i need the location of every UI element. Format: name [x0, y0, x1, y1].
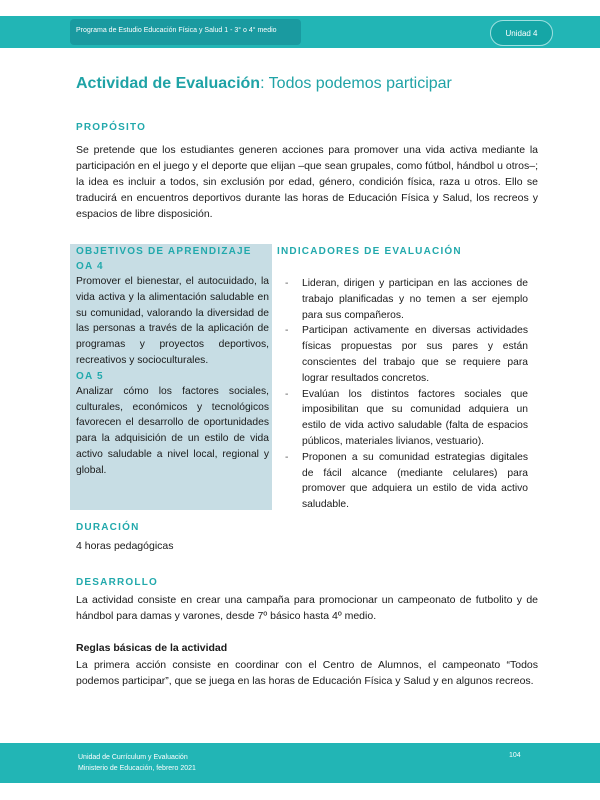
reglas-text: La primera acción consiste en coordinar con el Centro de Alumnos, el campeonato “Todos podemos participar”, que se juega en las horas de Educación Física y Salud y en algunos recreos. [76, 659, 538, 687]
objetivos-content [76, 244, 269, 479]
oa-code: OA 5 [76, 370, 104, 382]
page-title [76, 75, 452, 93]
page-number: 104 [509, 752, 521, 759]
duracion-text: 4 horas pedagógicas [76, 540, 174, 552]
bullet-dash: - [285, 325, 289, 337]
proposito-text: Se pretende que los estudiantes generen acciones para promover una vida activa mediante la participación en el juego y el deporte que elijan –que sean grupales, como fútbol, hándbol u otros–; la idea es incluir a todos, sin exclusión por edad, género, condición física, raza u otros. Ello se traducirá en encuentros deportivos durante las horas de Educación Física y Salud, los recreos y espacios de libre disposición. [76, 144, 538, 220]
indicadores-heading: INDICADORES DE EVALUACIÓN [277, 246, 462, 257]
header-program-text: Programa de Estudio Educación Física y Salud 1 - 3° o 4° medio [76, 27, 277, 34]
oa-text: Promover el bienestar, el autocuidado, la vida activa y la alimentación saludable en su comunidad, valorando la diversidad de las personas a través de la aplicación de programas y proyectos deportivos, recreativos y socioculturales. [76, 276, 269, 366]
title-rest: : Todos podemos participar [260, 75, 452, 92]
bullet-dash: - [285, 388, 289, 400]
duracion-heading: DURACIÓN [76, 522, 140, 533]
oa-text: Analizar cómo los factores sociales, culturales, económicos y tecnológicos favorecen el desarrollo de oportunidades para la adquisición de un estilo de vida activo saludable a nivel local, regional y global. [76, 385, 269, 476]
reglas-subheading: Reglas básicas de la actividad [76, 642, 228, 654]
list-item [283, 276, 528, 323]
footer-line1: Unidad de Currículum y Evaluación [78, 754, 188, 761]
title-bold: Actividad de Evaluación [76, 75, 261, 92]
indicador-text: Evalúan los distintos factores sociales que imposibilitan que su comunidad adquiera un estilo de vida activo saludable (falta de espacios públicos, materiales livianos, vestuario). [302, 388, 528, 447]
proposito-heading: PROPÓSITO [76, 122, 147, 133]
footer-credits [78, 752, 196, 774]
list-item [283, 450, 528, 513]
footer-line2: Ministerio de Educación, febrero 2021 [78, 765, 196, 772]
list-item [283, 387, 528, 450]
list-item [283, 323, 528, 386]
indicador-text: Participan activamente en diversas actividades físicas propuestas por sus pares y están conscientes del trabajo que se requiere para lograr resultados concretos. [302, 325, 528, 384]
objetivos-heading: OBJETIVOS DE APRENDIZAJE [76, 246, 252, 257]
desarrollo-heading: DESARROLLO [76, 577, 158, 588]
bullet-dash: - [285, 278, 289, 289]
bullet-dash: - [285, 451, 289, 463]
indicador-text: Proponen a su comunidad estrategias digitales de fácil alcance (mediante celulares) para promover que adquiera un estilo de vida activo saludable. [302, 451, 528, 511]
indicador-text: Lideran, dirigen y participan en las acciones de trabajo planificadas y no temen a ser ejemplo para sus compañeros. [302, 278, 528, 321]
oa-code: OA 4 [76, 261, 104, 272]
unit-badge: Unidad 4 [490, 20, 553, 46]
indicadores-list [283, 276, 528, 513]
desarrollo-text: La actividad consiste en crear una campaña para promocionar un campeonato de futbolito y de hándbol para damas y varones, desde 7º básico hasta 4º medio. [76, 594, 538, 622]
